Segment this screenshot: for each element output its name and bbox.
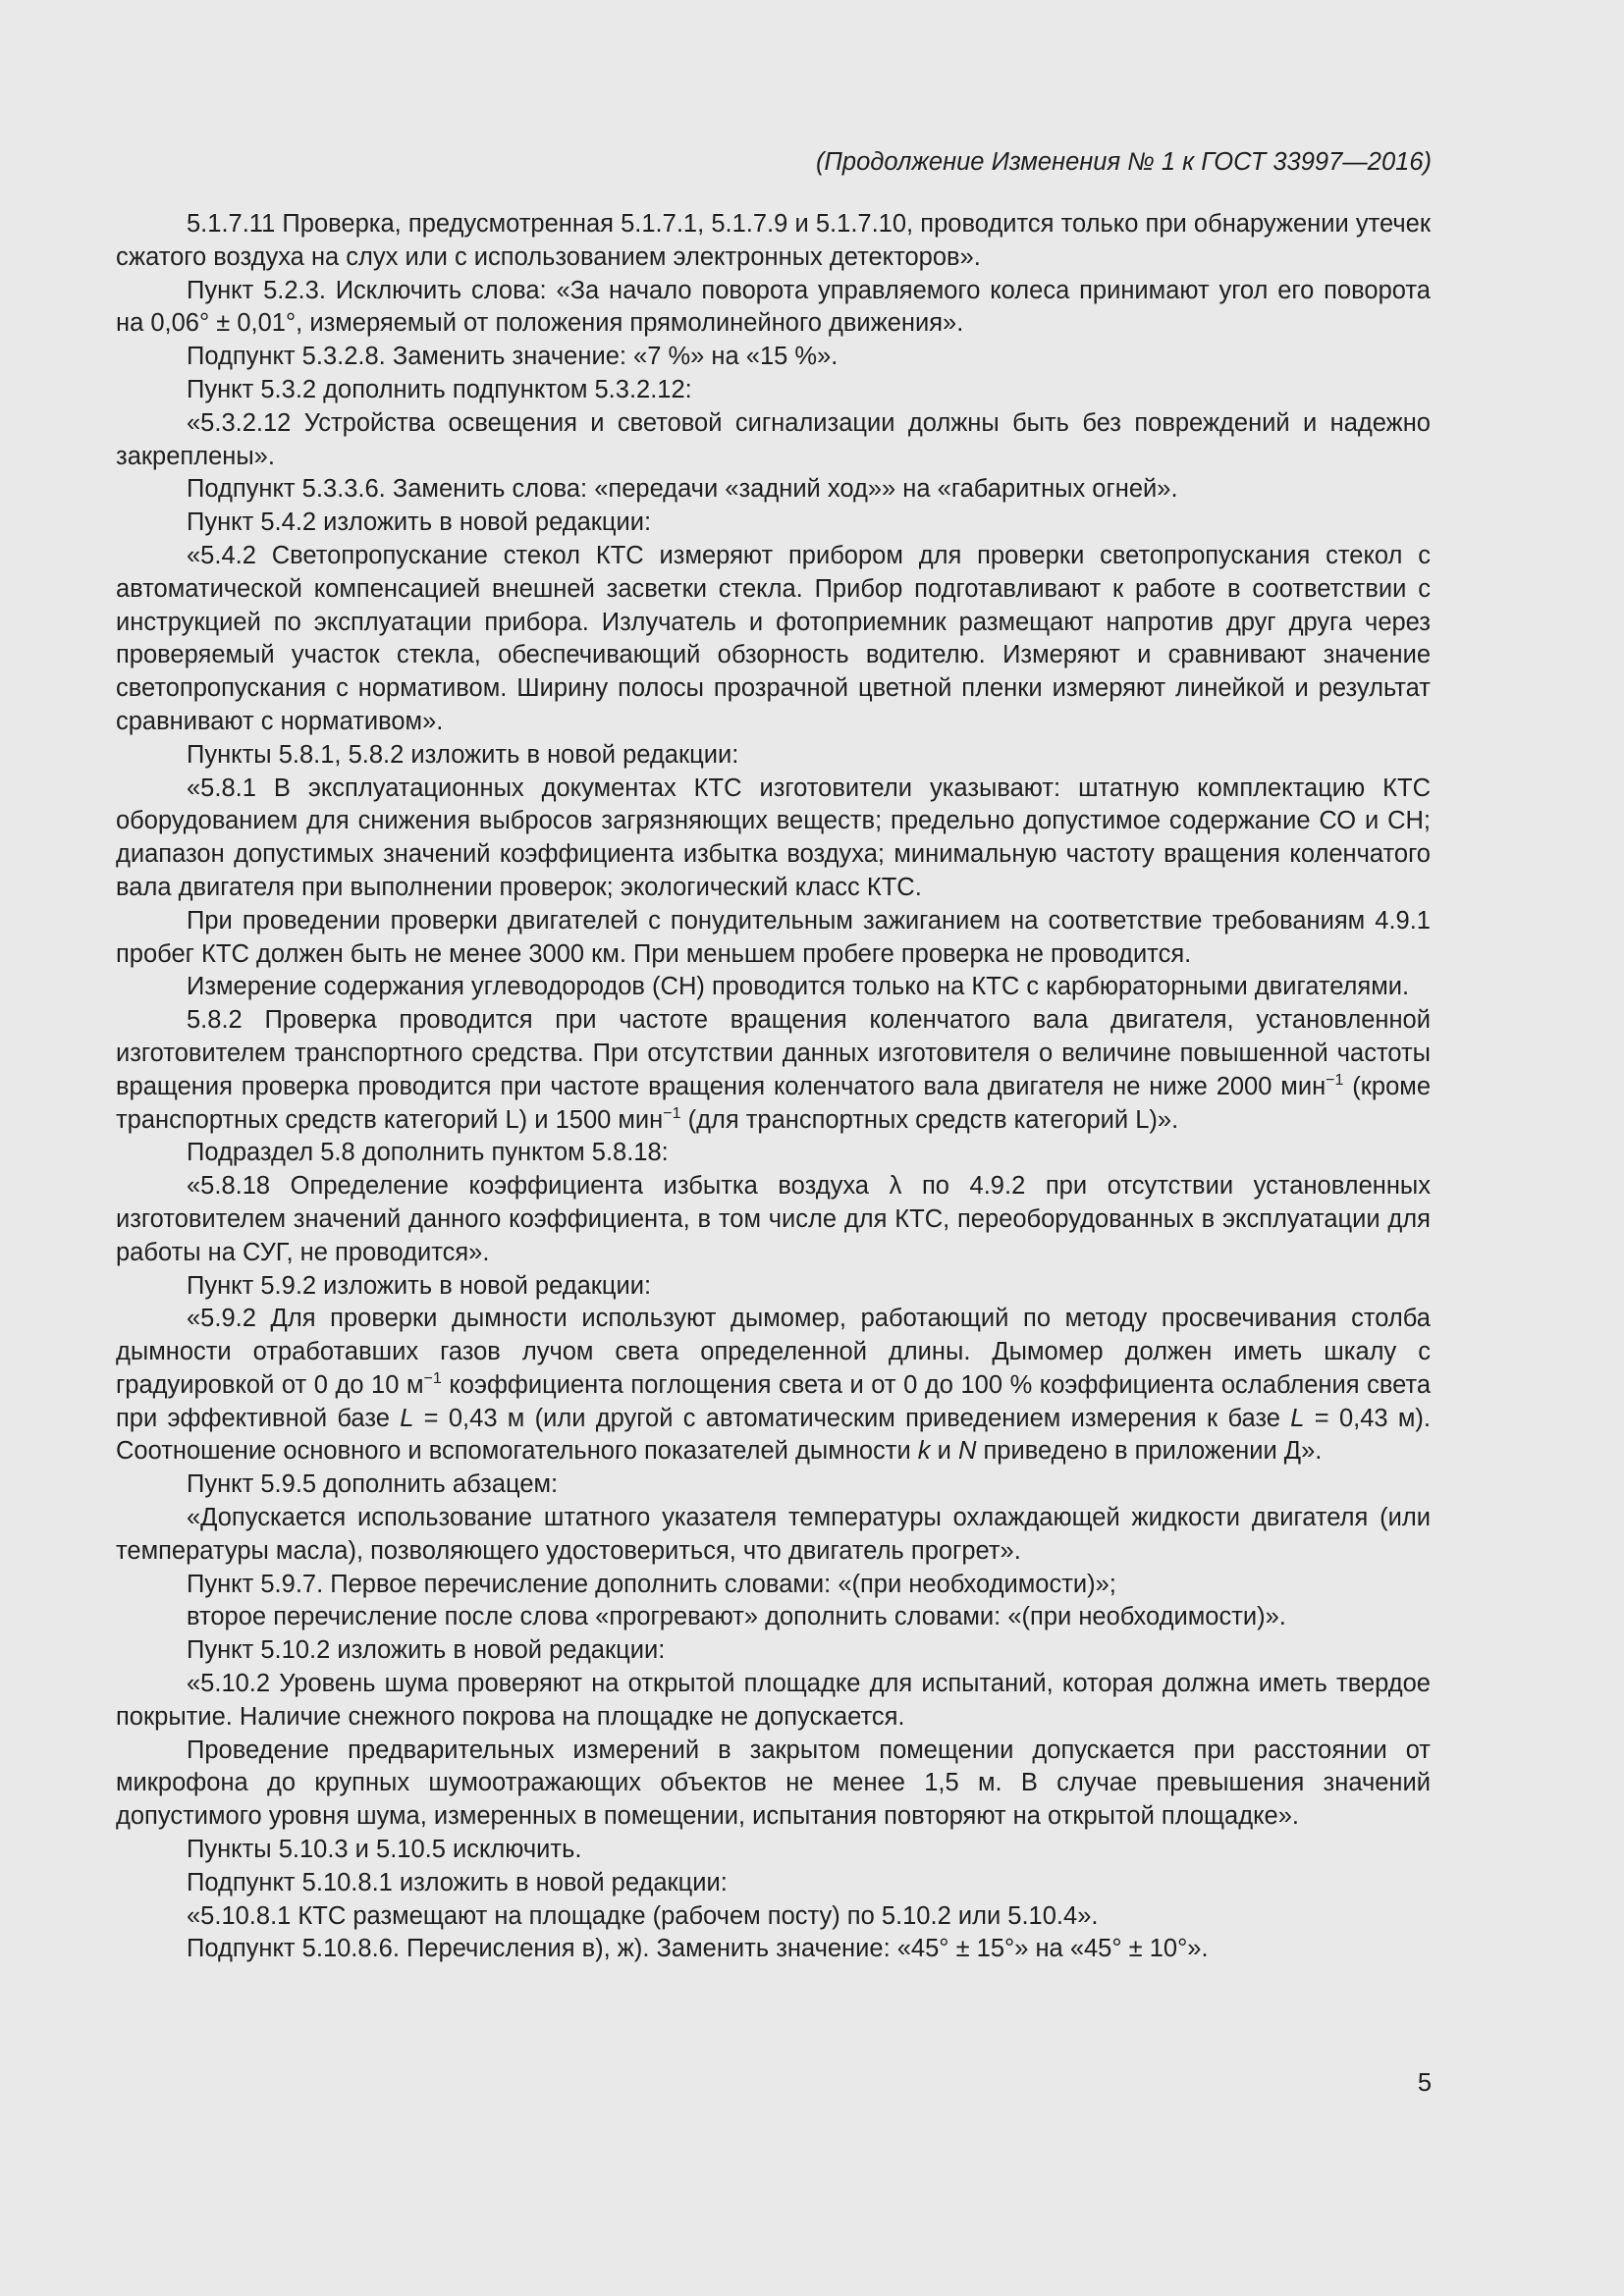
text-segment: и — [930, 1437, 958, 1466]
paragraph: 5.1.7.11 Проверка, предусмотренная 5.1.7.1, 5.1.7.9 и 5.1.7.10, проводится только при обнаружении утечек сжатого воздуха на слух или с использованием электронных детекторов». — [116, 210, 1431, 271]
paragraph: «5.10.8.1 КТС размещают на площадке (рабочем посту) по 5.10.2 или 5.10.4». — [187, 1901, 1099, 1930]
text-segment: = 0,43 м). Соотношение основного и вспомогательного показателей дымности — [116, 1404, 1431, 1466]
paragraph: Измерение содержания углеводородов (СН) проводится только на КТС с карбюраторными двигателями. — [187, 973, 1410, 1001]
paragraph: При проведении проверки двигателей с понудительным зажиганием на соответствие требованиям 4.9.1 пробег КТС должен быть не менее 3000 км. При меньшем пробеге проверка не проводится. — [116, 906, 1431, 968]
paragraph: Подпункт 5.10.8.1 изложить в новой редакции: — [187, 1868, 728, 1896]
paragraph: Пункт 5.10.2 изложить в новой редакции: — [187, 1636, 666, 1665]
paragraph: «5.4.2 Светопропускание стекол КТС измеряют прибором для проверки светопропускания стекол с автоматической компенсацией внешней засветки стекла. Прибор подготавливают к работе в соответствии с инструкцией по эксплуатации прибора. Излучатель и фотоприемник размещают напротив друг друга через проверяемый участок стекла, обеспечивающий обзорность водителю. Измеряют и сравнивают значение светопропускания с нормативом. Ширину полосы прозрачной цветной пленки измеряют линейкой и результат сравнивают с нормативом». — [116, 541, 1431, 735]
page-number: 5 — [1417, 2069, 1432, 2097]
document-body — [116, 208, 1431, 1966]
italic-symbol: N — [957, 1437, 977, 1466]
paragraph: «5.8.18 Определение коэффициента избытка воздуха λ по 4.9.2 при отсутствии установленных изготовителем значений данного коэффициента, в том числе для КТС, переоборудованных в эксплуатации для работы на СУГ, не проводится». — [116, 1172, 1431, 1266]
italic-symbol: L — [400, 1404, 414, 1432]
paragraph: «Допускается использование штатного указателя температуры охлаждающей жидкости двигателя (или температуры масла), позволяющего удостовериться, что двигатель прогрет». — [116, 1504, 1431, 1565]
paragraph: Пункт 5.9.5 дополнить абзацем: — [187, 1470, 559, 1499]
paragraph: «5.3.2.12 Устройства освещения и световой сигнализации должны быть без повреждений и надежно закреплены». — [116, 408, 1431, 470]
paragraph: Пункт 5.4.2 изложить в новой редакции: — [187, 508, 652, 537]
paragraph: Пункты 5.10.3 и 5.10.5 исключить. — [187, 1836, 582, 1864]
text-segment: (кроме транспортных средств категорий L) и 1500 мин — [116, 1072, 1432, 1134]
superscript: −1 — [1326, 1071, 1344, 1089]
paragraph: «5.8.1 В эксплуатационных документах КТС изготовители указывают: штатную комплектацию КТС оборудованием для снижения выбросов загрязняющих веществ; предельно допустимое содержание СО и СН; диапазон допустимых значений коэффициента избытка воздуха; минимальную частоту вращения коленчатого вала двигателя при выполнении проверок; экологический класс КТС. — [116, 774, 1431, 901]
paragraph: Подпункт 5.3.2.8. Заменить значение: «7 %» на «15 %». — [187, 343, 839, 371]
running-header: (Продолжение Изменения № 1 к ГОСТ 33997—2016) — [815, 148, 1432, 176]
text-segment: = 0,43 м (или другой с автоматическим приведением измерения к базе — [413, 1404, 1291, 1432]
text-segment: приведено в приложении Д». — [976, 1437, 1323, 1466]
text-segment: (для транспортных средств категорий L)». — [680, 1105, 1179, 1134]
text-segment: «5.9.2 Для проверки дымности используют дымомер, работающий по методу просвечивания столба дымности отработавших газов лучом света определенной длины. Дымомер должен иметь шкалу с градуировкой от 0 до 10 м — [116, 1305, 1431, 1399]
italic-symbol: k — [917, 1437, 931, 1466]
paragraph: Подпункт 5.3.3.6. Заменить слова: «передачи «задний ход»» на «габаритных огней». — [187, 475, 1178, 504]
paragraph: Пункт 5.9.2 изложить в новой редакции: — [187, 1271, 652, 1300]
text-segment: коэффициента поглощения света и от 0 до 100 % коэффициента ослабления света при эффективной базе — [116, 1370, 1431, 1432]
paragraph-smoke-meter — [116, 1303, 1431, 1468]
paragraph: Проведение предварительных измерений в закрытом помещении допускается при расстоянии от микрофона до крупных шумоотражающих объектов не менее 1,5 м. В случае превышения значений допустимого уровня шума, измеренных в помещении, испытания повторяют на открытой площадке». — [116, 1735, 1431, 1831]
paragraph: Подпункт 5.10.8.6. Перечисления в), ж). Заменить значение: «45° ± 15°» на «45° ± 10°». — [187, 1935, 1209, 1963]
paragraph: «5.10.2 Уровень шума проверяют на открытой площадке для испытаний, которая должна иметь твердое покрытие. Наличие снежного покрова на площадке не допускается. — [116, 1670, 1431, 1731]
superscript: −1 — [663, 1104, 681, 1122]
paragraph-rpm — [116, 1004, 1431, 1137]
text-segment: 5.8.2 Проверка проводится при частоте вращения коленчатого вала двигателя, установленной изготовителем транспортного средства. При отсутствии данных изготовителя о величине повышенной частоты вращения проверка проводится при частоте вращения коленчатого вала двигателя не ниже 2000 мин — [116, 1006, 1431, 1100]
paragraph: второе перечисление после слова «прогревают» дополнить словами: «(при необходимости)». — [187, 1603, 1286, 1631]
paragraph: Пункт 5.9.7. Первое перечисление дополнить словами: «(при необходимости)»; — [187, 1570, 1116, 1598]
paragraph: Подраздел 5.8 дополнить пунктом 5.8.18: — [187, 1139, 669, 1167]
superscript: −1 — [423, 1369, 442, 1387]
paragraph: Пункты 5.8.1, 5.8.2 изложить в новой редакции: — [187, 740, 739, 769]
paragraph: Пункт 5.3.2 дополнить подпунктом 5.3.2.12: — [187, 375, 692, 403]
paragraph: Пункт 5.2.3. Исключить слова: «За начало поворота управляемого колеса принимают угол его поворота на 0,06° ± 0,01°, измеряемый от положения прямолинейного движения». — [116, 276, 1431, 338]
italic-symbol: L — [1290, 1404, 1305, 1432]
